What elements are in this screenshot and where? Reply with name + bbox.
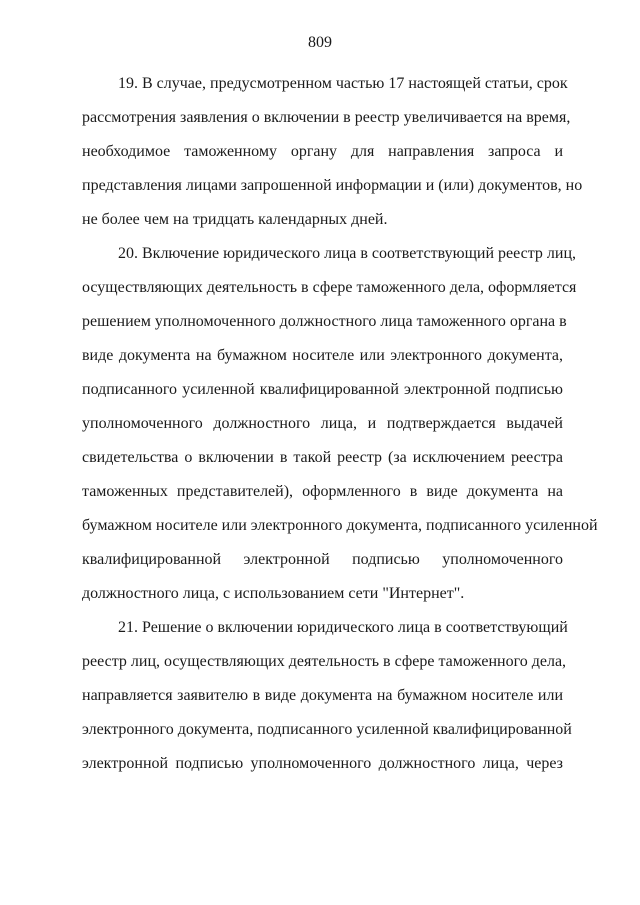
page-number: 809 [308,34,332,51]
text-line: 21. Решение о включении юридического лица в соответствующий [118,619,568,636]
text-line: электронной подписью уполномоченного должностного лица, через [82,755,563,772]
text-line: уполномоченного должностного лица, и подтверждается выдачей [82,415,563,432]
text-line: направляется заявителю в виде документа на бумажном носителе или [82,687,563,704]
text-line: квалифицированной электронной подписью уполномоченного [82,551,563,568]
text-line: реестр лиц, осуществляющих деятельность в сфере таможенного дела, [82,653,567,670]
paragraph-20 [82,237,598,611]
text-line: виде документа на бумажном носителе или электронного документа, [82,347,563,364]
document-body [82,67,598,781]
text-line: подписанного усиленной квалифицированной электронной подписью [82,381,563,398]
text-line: свидетельства о включении в такой реестр (за исключением реестра [82,449,563,466]
text-line: 19. В случае, предусмотренном частью 17 настоящей статьи, срок [118,75,568,92]
text-line: необходимое таможенному органу для направления запроса и [82,143,563,160]
text-line: рассмотрения заявления о включении в реестр увеличивается на время, [82,109,571,126]
text-line: бумажном носителе или электронного документа, подписанного усиленной [82,517,598,534]
text-line: 20. Включение юридического лица в соответствующий реестр лиц, [118,245,577,262]
text-line: таможенных представителей), оформленного в виде документа на [82,483,563,500]
text-line: не более чем на тридцать календарных дней. [82,211,388,228]
text-line: решением уполномоченного должностного лица таможенного органа в [82,313,567,330]
text-line: должностного лица, с использованием сети "Интернет". [82,585,465,602]
paragraph-19 [82,67,583,237]
paragraph-21 [82,611,572,781]
text-line: электронного документа, подписанного усиленной квалифицированной [82,721,572,738]
text-line: осуществляющих деятельность в сфере таможенного дела, оформляется [82,279,577,296]
text-line: представления лицами запрошенной информации и (или) документов, но [82,177,583,194]
